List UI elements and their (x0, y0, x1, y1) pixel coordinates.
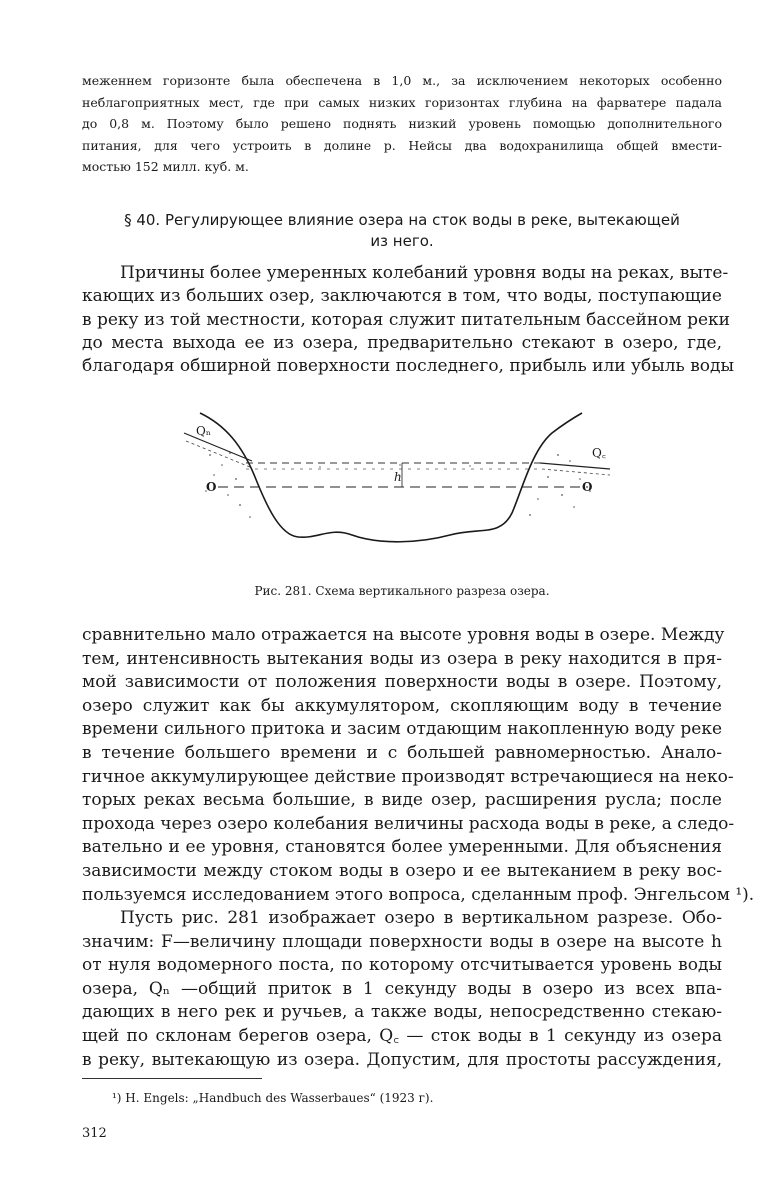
text-line: зависимости между стоком воды в озеро и ее вытеканием в реку вос- (82, 860, 722, 881)
label-o-left: O (206, 480, 217, 494)
text-line: в течение большего времени и с большей равномерностью. Анало- (82, 742, 722, 763)
text-line: питания, для чего устроить в долине р. Нейсы два водохранилища общей вмести- (82, 137, 722, 153)
section-heading-line: из него. (370, 232, 434, 250)
footnote: ¹) H. Engels: „Handbuch des Wasserbaues“ (1923 г). (112, 1091, 434, 1105)
text-line: меженнем горизонте была обеспечена в 1,0 м., за исключением некоторых особенно (82, 73, 722, 88)
figure-caption: Рис. 281. Схема вертикального разреза озера. (254, 584, 550, 598)
label-qc: Q꜀ (592, 446, 606, 460)
text-line: значим: F—величину площади поверхности воды в озере на высоте h (82, 931, 722, 952)
text-line: прохода через озеро колебания величины расхода воды в реке, а следо- (82, 813, 735, 834)
text-line: щей по склонам берегов озера, Q꜀ — сток воды в 1 секунду из озера (82, 1025, 722, 1046)
label-h: h (394, 470, 402, 484)
text-line: Причины более умеренных колебаний уровня воды на реках, выте- (120, 263, 729, 283)
footnote-divider (82, 1078, 262, 1079)
page-number: 312 (82, 1126, 107, 1141)
text-line: гичное аккумулирующее действие производят встречающиеся на неко- (82, 766, 734, 787)
outflow-channel (542, 469, 610, 475)
text-line: пользуемся исследованием этого вопроса, сделанным проф. Энгельсом ¹). (82, 884, 755, 905)
text-line: озеро служит как бы аккумулятором, скопляющим воду в течение (82, 695, 722, 716)
text-line: в реку, вытекающую из озера. Допустим, для простоты рассуждения, (82, 1049, 722, 1070)
label-qn: Qₙ (196, 424, 212, 438)
label-o-right: O (582, 480, 593, 494)
text-line: тем, интенсивность вытекания воды из озера в реку находится в пря- (82, 648, 722, 669)
section-heading (82, 210, 722, 252)
text-line: мой зависимости от положения поверхности воды в озере. Поэтому, (82, 672, 722, 693)
text-line: Пусть рис. 281 изображает озеро в вертикальном разрезе. Обо- (120, 908, 722, 928)
inflow-channel (184, 433, 252, 461)
intro-paragraph (82, 70, 722, 178)
text-line: времени сильного притока и засим отдающим накопленную воду реке (82, 719, 722, 740)
paragraph-2 (82, 624, 755, 907)
paragraph-3 (82, 907, 722, 1072)
text-line: дающих в него рек и ручьев, а также воды, непосредственно стекаю- (82, 1002, 722, 1023)
terrain-profile (200, 413, 582, 542)
text-line: озера, Qₙ —общий приток в 1 секунду воды в озеро из всех впа- (82, 978, 722, 999)
text-line: до места выхода ее из озера, предварительно стекают в озеро, где, (82, 332, 722, 353)
text-line: от нуля водомерного поста, по которому отсчитывается уровень воды (82, 955, 722, 976)
text-line: кающих из больших озер, заключаются в том, что воды, поступающие (82, 286, 722, 307)
text-line: торых реках весьма большие, в виде озер, расширения русла; после (82, 790, 722, 811)
outflow-channel (540, 463, 610, 469)
section-heading-line: § 40. Регулирующее влияние озера на сток воды в реке, вытекающей (124, 211, 680, 229)
text-line: сравнительно мало отражается на высоте уровня воды в озере. Между (82, 625, 725, 645)
text-line: благодаря обширной поверхности последнего, прибыль или убыль воды (82, 356, 735, 377)
text-line: в реку из той местности, которая служит питательным бассейном реки (82, 309, 731, 330)
text-line: неблагоприятных мест, где при самых низких горизонтах глубина на фарватере падала (82, 94, 722, 110)
text-line: до 0,8 м. Поэтому было решено поднять низкий уровень помощью дополнительного (82, 116, 722, 131)
text-line: вательно и ее уровня, становятся более умеренными. Для объяснения (82, 837, 722, 858)
paragraph-1 (82, 262, 735, 378)
lake-cross-section-figure (170, 395, 620, 560)
lake-cross-section-diagram (170, 395, 620, 560)
inflow-channel (186, 441, 250, 467)
text-line: мостью 152 милл. куб. м. (82, 159, 249, 174)
